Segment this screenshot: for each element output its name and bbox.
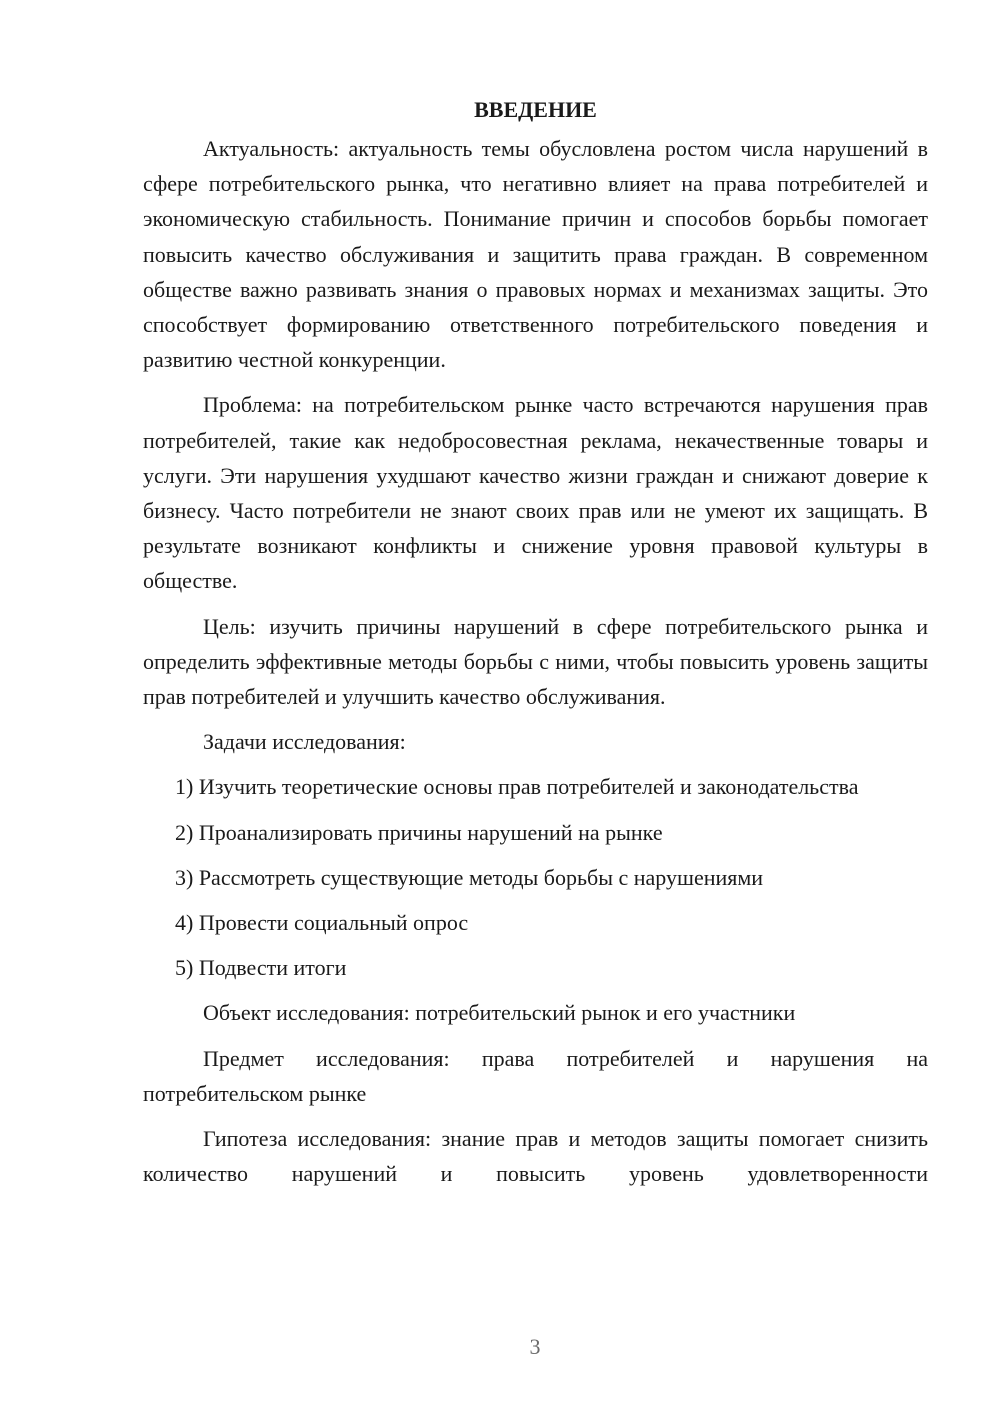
task-item-4: 4) Провести социальный опрос [175,910,469,936]
page-number: 3 [529,1334,541,1359]
subject-paragraph: Предмет исследования: права потребителей и нарушения на потребительском рынке [143,1045,928,1106]
hypothesis-paragraph: Гипотеза исследования: знание прав и методов защиты помогает снизить количество нарушений и повысить уровень удовлетворенности [143,1126,928,1187]
object-paragraph: Объект исследования: потребительский рынок и его участники [203,1000,796,1026]
section-title: ВВЕДЕНИЕ [474,97,597,122]
tasks-heading: Задачи исследования: [203,729,406,755]
problem-paragraph: Проблема: на потребительском рынке часто встречаются нарушения прав потребителей, такие как недобросовестная реклама, некачественные товары и услуги. Эти нарушения ухудшают качество жизни граждан и снижают доверие к бизнесу. Часто потребители не знают своих прав или не умеют их защищать. В результате возникают конфликты и снижение уровня правовой культуры в обществе. [143,392,928,594]
task-item-2: 2) Проанализировать причины нарушений на рынке [175,819,663,845]
task-item-3: 3) Рассмотреть существующие методы борьбы с нарушениями [175,864,764,890]
document-page [143,92,928,1201]
goal-paragraph: Цель: изучить причины нарушений в сфере потребительского рынка и определить эффективные методы борьбы с ними, чтобы повысить уровень защиты прав потребителей и улучшить качество обслуживания. [143,613,928,710]
task-item-5: 5) Подвести итоги [175,955,347,981]
task-item-1: 1) Изучить теоретические основы прав потребителей и законодательства [175,774,859,800]
relevance-paragraph: Актуальность: актуальность темы обусловлена ростом числа нарушений в сфере потребительского рынка, что негативно влияет на права потребителей и экономическую стабильность. Понимание причин и способов борьбы помогает повысить качество обслуживания и защитить права граждан. В современном обществе важно развивать знания о правовых нормах и механизмах защиты. Это способствует формированию ответственного потребительского поведения и развитию честной конкуренции. [143,136,928,373]
